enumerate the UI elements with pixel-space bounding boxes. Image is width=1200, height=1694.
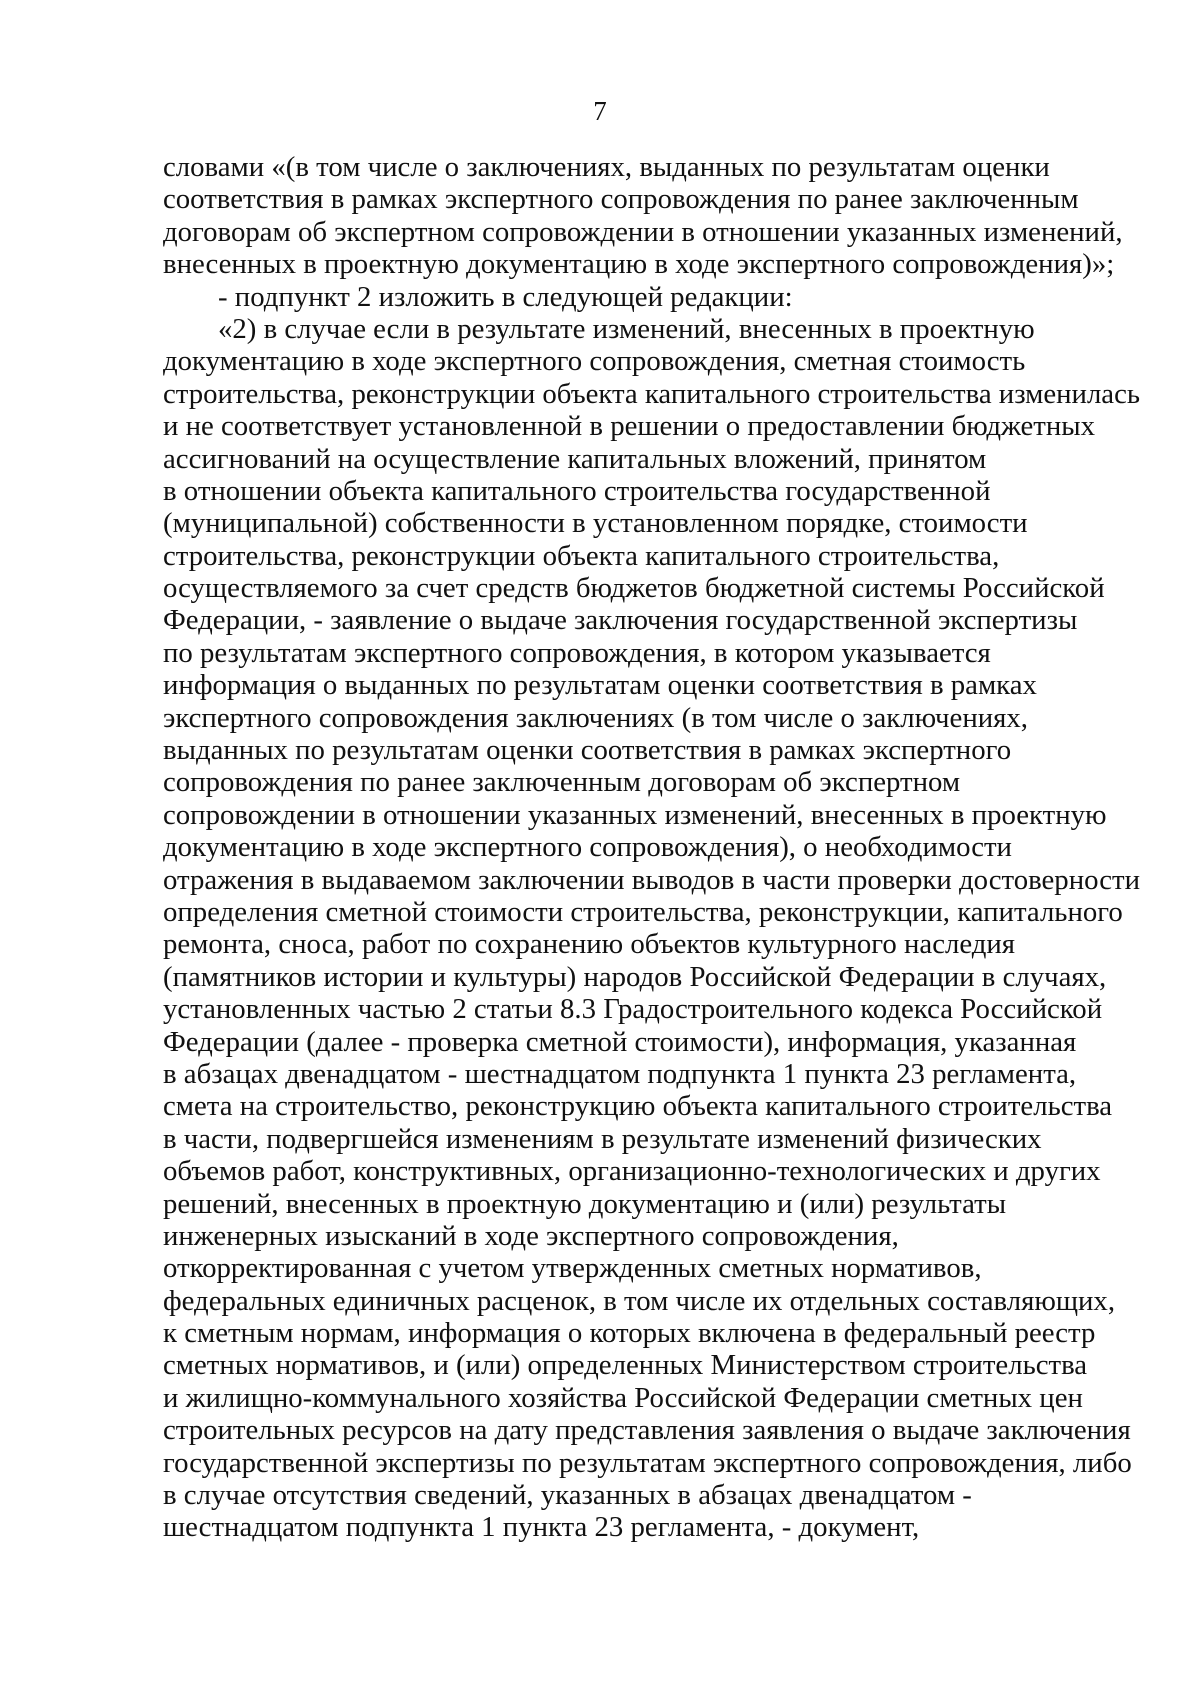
text-line: смета на строительство, реконструкцию объекта капитального строительства bbox=[163, 1090, 1113, 1123]
text-line: федеральных единичных расценок, в том числе их отдельных составляющих, bbox=[163, 1284, 1116, 1317]
text-line: по результатам экспертного сопровождения, в котором указывается bbox=[163, 636, 991, 669]
text-line: и жилищно-коммунального хозяйства Российской Федерации сметных цен bbox=[163, 1381, 1083, 1414]
text-line: откорректированная с учетом утвержденных сметных нормативов, bbox=[163, 1252, 982, 1285]
text-line: государственной экспертизы по результатам экспертного сопровождения, либо bbox=[163, 1446, 1132, 1479]
page-number: 7 bbox=[593, 96, 607, 126]
text-line: словами «(в том числе о заключениях, выданных по результатам оценки bbox=[163, 151, 1050, 183]
text-line: выданных по результатам оценки соответствия в рамках экспертного bbox=[163, 734, 1012, 767]
text-line: решений, внесенных в проектную документацию и (или) результаты bbox=[163, 1187, 1007, 1220]
text-line: в части, подвергшейся изменениям в результате изменений физических bbox=[163, 1122, 1042, 1155]
text-line: в случае отсутствия сведений, указанных в абзацах двенадцатом - bbox=[163, 1479, 972, 1512]
text-line: документацию в ходе экспертного сопровождения, сметная стоимость bbox=[163, 345, 1026, 378]
text-line: в абзацах двенадцатом - шестнадцатом подпункта 1 пункта 23 регламента, bbox=[163, 1057, 1077, 1090]
text-line: экспертного сопровождения заключениях (в том числе о заключениях, bbox=[163, 701, 1028, 734]
text-line: инженерных изысканий в ходе экспертного сопровождения, bbox=[163, 1219, 899, 1252]
text-line: - подпункт 2 изложить в следующей редакции: bbox=[218, 280, 793, 313]
text-line: строительства, реконструкции объекта капитального строительства изменилась bbox=[163, 377, 1140, 410]
text-line: сопровождения по ранее заключенным договорам об экспертном bbox=[163, 766, 961, 799]
body-text bbox=[163, 151, 1140, 1544]
text-line: сопровождении в отношении указанных изменений, внесенных в проектную bbox=[163, 798, 1107, 831]
text-line: информация о выданных по результатам оценки соответствия в рамках bbox=[163, 669, 1037, 702]
text-line: Федерации, - заявление о выдаче заключения государственной экспертизы bbox=[163, 604, 1078, 637]
text-line: Федерации (далее - проверка сметной стоимости), информация, указанная bbox=[163, 1025, 1077, 1058]
text-line: объемов работ, конструктивных, организационно-технологических и других bbox=[163, 1155, 1101, 1188]
text-line: строительных ресурсов на дату представления заявления о выдаче заключения bbox=[163, 1414, 1131, 1447]
text-line: установленных частью 2 статьи 8.3 Градостроительного кодекса Российской bbox=[163, 993, 1103, 1026]
text-line: шестнадцатом подпункта 1 пункта 23 регламента, - документ, bbox=[163, 1511, 920, 1544]
text-line: осуществляемого за счет средств бюджетов бюджетной системы Российской bbox=[163, 572, 1105, 605]
text-line: (памятников истории и культуры) народов Российской Федерации в случаях, bbox=[163, 960, 1107, 993]
text-line: ремонта, сноса, работ по сохранению объектов культурного наследия bbox=[163, 928, 1016, 961]
text-line: в отношении объекта капитального строительства государственной bbox=[163, 474, 991, 507]
text-line: и не соответствует установленной в решении о предоставлении бюджетных bbox=[163, 410, 1096, 443]
text-line: отражения в выдаваемом заключении выводов в части проверки достоверности bbox=[163, 863, 1140, 896]
text-line: к сметным нормам, информация о которых включена в федеральный реестр bbox=[163, 1317, 1096, 1350]
text-line: внесенных в проектную документацию в ходе экспертного сопровождения)»; bbox=[163, 248, 1115, 281]
text-line: документацию в ходе экспертного сопровождения), о необходимости bbox=[163, 831, 1012, 864]
text-line: «2) в случае если в результате изменений, внесенных в проектную bbox=[218, 312, 1035, 345]
text-line: строительства, реконструкции объекта капитального строительства, bbox=[163, 539, 1000, 572]
text-line: соответствия в рамках экспертного сопровождения по ранее заключенным bbox=[163, 183, 1079, 216]
text-line: сметных нормативов, и (или) определенных Министерством строительства bbox=[163, 1349, 1088, 1382]
text-line: (муниципальной) собственности в установленном порядке, стоимости bbox=[163, 507, 1028, 540]
text-line: определения сметной стоимости строительства, реконструкции, капитального bbox=[163, 895, 1123, 928]
text-line: ассигнований на осуществление капитальных вложений, принятом bbox=[163, 442, 987, 475]
text-line: договорам об экспертном сопровождении в отношении указанных изменений, bbox=[163, 215, 1123, 248]
